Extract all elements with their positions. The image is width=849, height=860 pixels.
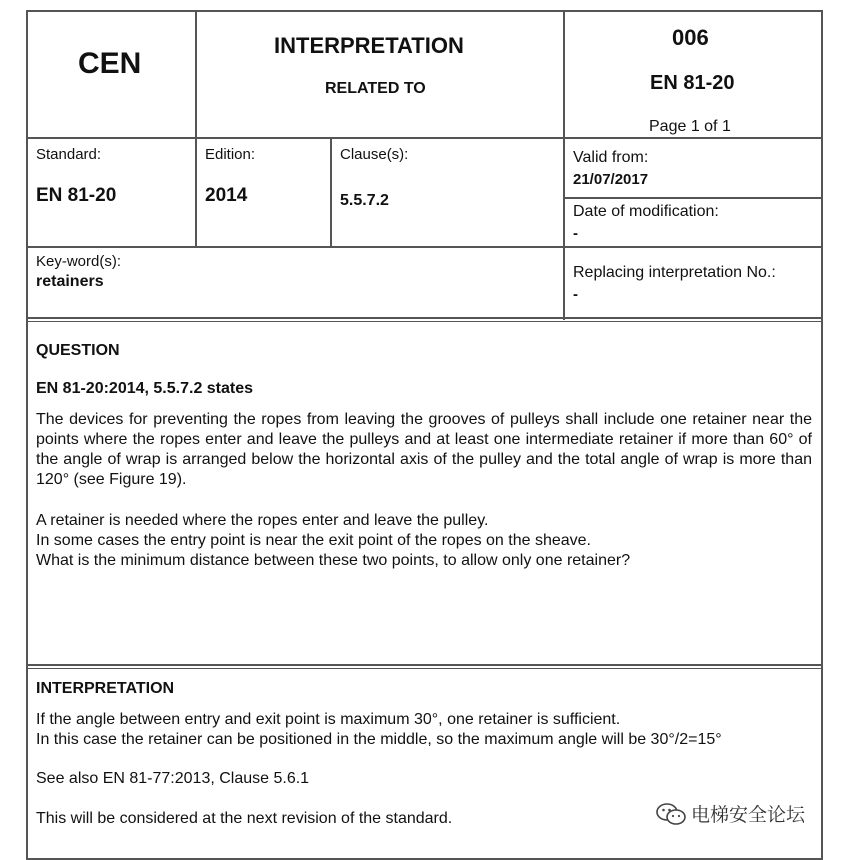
standard-value: EN 81-20 — [36, 185, 117, 206]
divider — [26, 668, 823, 669]
clause-value: 5.5.7.2 — [340, 192, 389, 209]
replacing-value: - — [573, 286, 578, 303]
question-line: In some cases the entry point is near the exit point of the ropes on the sheave. — [36, 532, 591, 549]
replacing-label: Replacing interpretation No.: — [573, 264, 776, 281]
question-heading: QUESTION — [36, 342, 120, 359]
org-name: CEN — [78, 47, 142, 80]
question-text: The devices for preventing the ropes from leaving the grooves of pulleys shall include one retainer near the points where the ropes enter and leave the pulleys and at least one intermediate retainer if more than 60° of the angle of wrap is arranged below the horizontal axis of the pulley and the total angle of wrap is more than 120° (see Figure 19). — [36, 411, 812, 488]
interpretation-reference: See also EN 81-77:2013, Clause 5.6.1 — [36, 770, 310, 787]
divider — [26, 137, 823, 139]
divider — [26, 321, 823, 322]
interpretation-line: If the angle between entry and exit point is maximum 30°, one retainer is sufficient. — [36, 711, 621, 728]
interpretation-number: 006 — [672, 25, 709, 50]
standard-label: Standard: — [36, 146, 102, 163]
valid-from-value: 21/07/2017 — [573, 171, 649, 188]
divider — [26, 664, 823, 666]
question-line: What is the minimum distance between these two points, to allow only one retainer? — [36, 552, 631, 569]
interpretation-line: In this case the retainer can be positioned in the middle, so the maximum angle will be 30°/2=15° — [36, 731, 722, 748]
divider — [195, 137, 197, 247]
divider — [330, 137, 332, 247]
question-lines — [36, 511, 812, 571]
divider — [195, 10, 197, 138]
divider — [563, 10, 565, 320]
divider — [26, 317, 823, 319]
question-line: A retainer is needed where the ropes enter and leave the pulley. — [36, 512, 489, 529]
watermark — [655, 800, 805, 827]
valid-from-label: Valid from: — [573, 149, 649, 166]
edition-value: 2014 — [205, 185, 248, 206]
doc-subtitle: RELATED TO — [325, 80, 426, 97]
divider — [26, 246, 823, 248]
question-subheading: EN 81-20:2014, 5.5.7.2 states — [36, 380, 254, 397]
clause-label: Clause(s): — [340, 146, 409, 163]
page-number: Page 1 of 1 — [649, 118, 731, 135]
edition-label: Edition: — [205, 146, 256, 163]
watermark-text: 电梯安全论坛 — [691, 805, 806, 826]
interpretation-note: This will be considered at the next revision of the standard. — [36, 810, 453, 827]
interpretation-lines — [36, 710, 812, 750]
interpretation-heading: INTERPRETATION — [36, 680, 175, 697]
wechat-icon — [655, 801, 687, 827]
modification-label: Date of modification: — [573, 203, 719, 220]
modification-value: - — [573, 225, 578, 242]
keywords-value: retainers — [36, 273, 104, 290]
standard-ref: EN 81-20 — [650, 72, 735, 94]
question-paragraph — [36, 410, 812, 490]
divider — [563, 197, 823, 199]
doc-title: INTERPRETATION — [274, 33, 464, 58]
keywords-label: Key-word(s): — [36, 253, 122, 270]
